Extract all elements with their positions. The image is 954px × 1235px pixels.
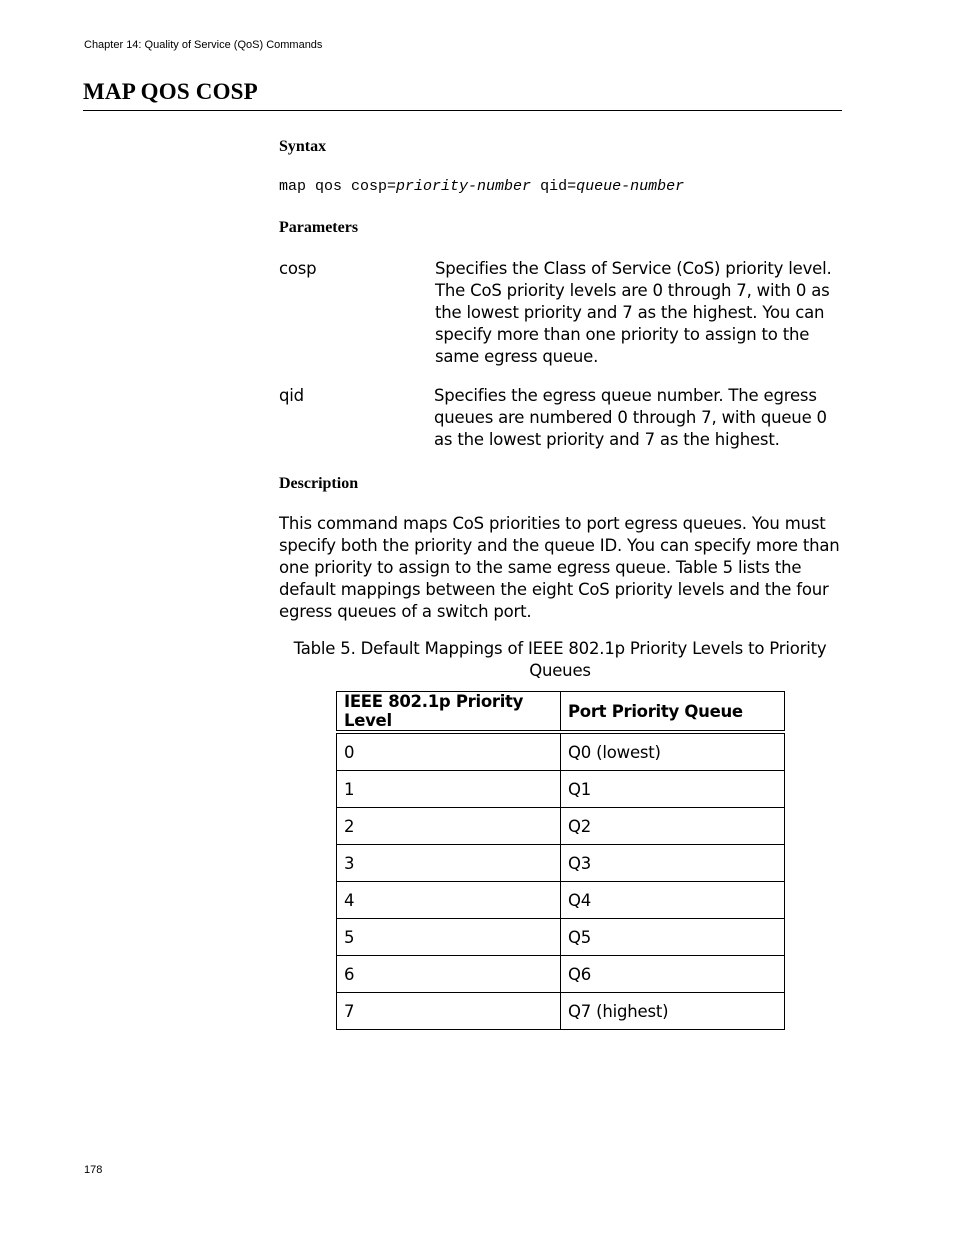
syntax-heading: Syntax [279, 138, 327, 155]
table-row [337, 808, 785, 845]
priority-level-cell: 7 [337, 993, 561, 1030]
syntax-arg-queue: queue-number [576, 178, 685, 195]
syntax-command: map qos cosp= [279, 178, 397, 195]
param-desc-cosp: Specifies the Class of Service (CoS) priority level. The CoS priority levels are 0 through 7, with 0 as the lowest priority and 7 as the highest. You can specify more than one priority to assign to the same egress queue. [435, 259, 832, 366]
syntax-command-qid: qid= [531, 178, 577, 195]
table-row [337, 882, 785, 919]
priority-level-cell: 2 [337, 808, 561, 845]
priority-queue-cell: Q2 [561, 808, 785, 845]
column-header-priority-level: IEEE 802.1p Priority Level [337, 692, 561, 733]
priority-queue-cell: Q1 [561, 771, 785, 808]
priority-mapping-table [336, 691, 785, 1030]
priority-queue-cell: Q4 [561, 882, 785, 919]
table-row [337, 771, 785, 808]
priority-level-cell: 6 [337, 956, 561, 993]
page-title: MAP QOS COSP [83, 79, 258, 104]
column-header-priority-queue: Port Priority Queue [561, 692, 785, 733]
param-desc-qid: Specifies the egress queue number. The egress queues are numbered 0 through 7, with queue 0 as the lowest priority and 7 as the highest. [434, 386, 827, 449]
priority-queue-cell: Q0 (lowest) [561, 732, 785, 771]
table-row [337, 845, 785, 882]
running-header: Chapter 14: Quality of Service (QoS) Commands [84, 39, 323, 51]
param-name-qid: qid [279, 386, 304, 405]
page-number: 178 [84, 1164, 103, 1176]
priority-level-cell: 4 [337, 882, 561, 919]
priority-queue-cell: Q5 [561, 919, 785, 956]
table-row [337, 993, 785, 1030]
description-paragraph: This command maps CoS priorities to port egress queues. You must specify both the priority and the queue ID. You can specify more than one priority to assign to the same egress queue. Table 5 lists the default mappings between the eight CoS priority levels and the four egress queues of a switch port. [279, 514, 840, 621]
table-caption: Table 5. Default Mappings of IEEE 802.1p Priority Levels to Priority Queues [293, 639, 827, 680]
priority-queue-cell: Q3 [561, 845, 785, 882]
priority-queue-cell: Q7 (highest) [561, 993, 785, 1030]
description-heading: Description [279, 475, 359, 492]
table-row [337, 919, 785, 956]
title-rule [83, 110, 842, 111]
priority-level-cell: 0 [337, 732, 561, 771]
priority-level-cell: 5 [337, 919, 561, 956]
table-row [337, 732, 785, 771]
parameters-heading: Parameters [279, 219, 359, 236]
table-row [337, 956, 785, 993]
syntax-arg-priority: priority-number [396, 178, 532, 195]
param-name-cosp: cosp [279, 259, 317, 278]
syntax-line [279, 177, 684, 197]
priority-queue-cell: Q6 [561, 956, 785, 993]
table-header-row [337, 692, 785, 733]
priority-level-cell: 1 [337, 771, 561, 808]
priority-level-cell: 3 [337, 845, 561, 882]
